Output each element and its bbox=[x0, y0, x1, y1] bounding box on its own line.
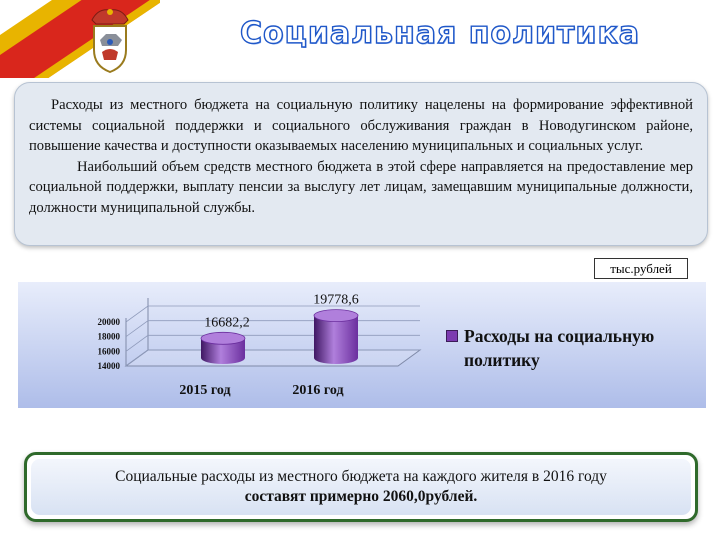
chart-legend bbox=[446, 324, 706, 372]
coat-of-arms-icon bbox=[78, 6, 142, 74]
gridline bbox=[126, 321, 420, 337]
y-tick-label: 14000 bbox=[97, 361, 120, 371]
y-tick-label: 18000 bbox=[97, 331, 120, 342]
y-tick-label: 16000 bbox=[97, 346, 120, 357]
note-line-1: Социальные расходы из местного бюджета на каждого жителя в 2016 году bbox=[115, 468, 607, 485]
per-capita-note bbox=[24, 452, 698, 522]
x-tick-label: 2015 год bbox=[179, 383, 231, 398]
page-title: Социальная политика bbox=[239, 16, 641, 51]
gridline bbox=[126, 306, 420, 322]
bar-body bbox=[314, 316, 358, 364]
x-tick-label: 2016 год bbox=[292, 383, 344, 398]
legend-swatch bbox=[446, 330, 458, 342]
paragraph-1: Расходы из местного бюджета на социальную политику нацелены на формирование эффективной системы социальной поддержки и социального обслуживания граждан в Новодугинском районе, повышение качества и доступности оказываемых населению муниципальных и социальных услуг. bbox=[29, 97, 693, 154]
unit-label: тыс.рублей bbox=[594, 258, 688, 279]
y-tick-label: 20000 bbox=[97, 317, 120, 327]
bar-top bbox=[314, 310, 358, 322]
paragraph-2: Наибольший объем средств местного бюджета в этой сфере направляется на предоставление мер социальной поддержки, выплату пенсии за выслугу лет лицам, замещавшим муниципальные должности, должности муниципальной службы. bbox=[29, 158, 693, 216]
legend-label: Расходы на социальную политику bbox=[464, 326, 655, 370]
bar-top bbox=[201, 332, 245, 344]
data-label: 16682,2 bbox=[204, 315, 250, 331]
description-panel bbox=[14, 82, 708, 246]
data-label: 19778,6 bbox=[313, 292, 359, 308]
note-line-2: составят примерно 2060,0рублей. bbox=[244, 488, 478, 505]
gridline bbox=[126, 335, 420, 351]
chart-floor bbox=[126, 350, 420, 366]
